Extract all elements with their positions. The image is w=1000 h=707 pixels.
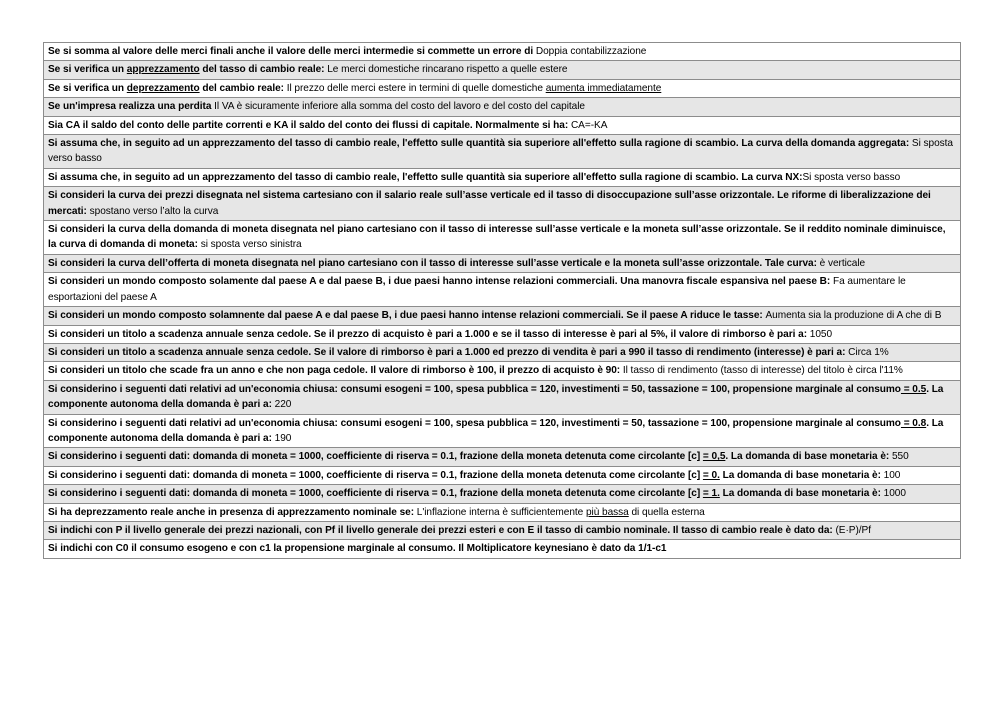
table-row (44, 503, 961, 521)
table-cell (44, 135, 961, 169)
question-text: Si ha deprezzamento reale anche in presenza di apprezzamento nominale se: (48, 506, 417, 518)
qa-table (43, 42, 961, 559)
table-row (44, 448, 961, 466)
question-text: Se si verifica un (48, 82, 127, 94)
answer-text: Circa 1% (848, 346, 889, 358)
question-text: Si indichi con P il livello generale dei prezzi nazionali, con Pf il livello generale dei prezzi esteri e con E il tasso di cambio nominale. Il tasso di cambio reale è dato da: (48, 524, 836, 536)
answer-text: Il VA è sicuramente inferiore alla somma del costo del lavoro e del costo del capitale (214, 101, 586, 113)
answer-text: Si sposta verso basso (802, 171, 901, 183)
table-row (44, 61, 961, 79)
question-text: = 0,5 (702, 451, 726, 463)
table-row (44, 521, 961, 539)
table-cell (44, 221, 961, 255)
table-row (44, 116, 961, 134)
question-text: . La componente autonoma della domanda è pari a: (48, 417, 944, 444)
table-row (44, 466, 961, 484)
answer-text: spostano verso l’alto la curva (89, 205, 219, 217)
question-text: del tasso di cambio reale: (199, 64, 328, 76)
table-row (44, 362, 961, 380)
answer-text: è verticale (819, 257, 866, 269)
answer-text: (E·P)/Pf (835, 524, 871, 536)
answer-text: L'inflazione interna è sufficientemente (416, 506, 586, 518)
table-row (44, 168, 961, 186)
table-row (44, 79, 961, 97)
question-text: deprezzamento (126, 82, 200, 94)
table-cell (44, 380, 961, 414)
question-text: Si consideri un titolo a scadenza annuale senza cedole. Se il valore di rimborso è pari a 1.000 ed prezzo di vendita è pari a 990 il tasso di rendimento (interesse) è pari a: (48, 346, 849, 358)
answer-text: 1050 (809, 328, 833, 340)
answer-text: Si sposta verso basso (48, 138, 953, 165)
question-text: = 0.5 (900, 383, 927, 395)
question-text: Si consideri un titolo che scade fra un anno e che non paga cedole. Il valore di rimborso è 100, il prezzo di acquisto è 90: (48, 365, 623, 377)
table-cell (44, 503, 961, 521)
table-row (44, 380, 961, 414)
table-cell (44, 98, 961, 116)
question-text: = 1. (702, 488, 720, 500)
table-row (44, 485, 961, 503)
table-row (44, 307, 961, 325)
question-text: Si considerino i seguenti dati: domanda di moneta = 1000, coefficiente di riserva = 0.1, frazione della moneta detenuta come circolante [c] (48, 488, 703, 500)
table-row (44, 98, 961, 116)
question-text: Si indichi con C0 il consumo esogeno e con c1 la propensione marginale al consumo. Il Moltiplicatore keynesiano è dato da 1/1-c1 (48, 543, 667, 555)
question-text: Si assuma che, in seguito ad un apprezzamento del tasso di cambio reale, l'effetto sulle quantità sia superiore all'effetto sulla ragione di scambio. La curva della domanda aggregata: (48, 138, 912, 150)
answer-text: di quella esterna (628, 506, 705, 518)
question-text: . La componente autonoma della domanda è pari a: (48, 383, 944, 411)
question-text: = 0.8 (900, 417, 927, 429)
table-row (44, 273, 961, 307)
answer-text: 190 (274, 432, 292, 444)
qa-table-body (44, 43, 961, 559)
question-text: Si considerino i seguenti dati: domanda di moneta = 1000, coefficiente di riserva = 0.1, frazione della moneta detenuta come circolante [c] (48, 451, 703, 463)
question-text: Se un'impresa realizza una perdita (48, 101, 215, 113)
table-cell (44, 116, 961, 134)
question-text: Se si verifica un (48, 64, 127, 76)
question-text: La domanda di base monetaria è: (719, 469, 884, 481)
table-cell (44, 79, 961, 97)
question-text: La domanda di base monetaria è: (719, 488, 884, 500)
answer-text: Aumenta sia la produzione di A che di B (765, 310, 942, 322)
table-row (44, 135, 961, 169)
answer-text: Il tasso di rendimento (tasso di interesse) del titolo è circa l'11% (622, 365, 903, 377)
question-text: Si consideri la curva dell’offerta di moneta disegnata nel piano cartesiano con il tasso di interesse sull’asse verticale e la moneta sull’asse orizzontale. Tale curva: (48, 257, 820, 269)
table-row (44, 221, 961, 255)
table-cell (44, 61, 961, 79)
table-cell (44, 521, 961, 539)
table-row (44, 343, 961, 361)
answer-text: si sposta verso sinistra (200, 239, 302, 251)
table-cell (44, 168, 961, 186)
table-cell (44, 43, 961, 61)
question-text: . La domanda di base monetaria è: (725, 451, 892, 463)
answer-text: CA=-KA (570, 119, 608, 131)
table-cell (44, 466, 961, 484)
table-cell (44, 343, 961, 361)
question-text: Si consideri la curva della domanda di moneta disegnata nel piano cartesiano con il tasso di interesse sull’asse verticale e la moneta sull’asse orizzontale. Se il reddito nominale diminuisce, la curva di domanda di moneta: (48, 224, 946, 251)
question-text: Se si somma al valore delle merci finali anche il valore delle merci intermedie si commette un errore di (48, 46, 536, 57)
question-text: Si consideri un mondo composto solamente dal paese A e dal paese B, i due paesi hanno intense relazioni commerciali. Una manovra fiscale espansiva nel paese B: (48, 276, 833, 288)
question-text: Si considerino i seguenti dati relativi ad un'economia chiusa: consumi esogeni = 100, spesa pubblica = 120, investimenti = 50, tassazione = 100, propensione marginale al consumo (48, 383, 901, 395)
table-cell (44, 187, 961, 221)
question-text: Sia CA il saldo del conto delle partite correnti e KA il saldo del conto dei flussi di capitale. Normalmente si ha: (48, 119, 571, 131)
question-text: Si assuma che, in seguito ad un apprezzamento del tasso di cambio reale, l'effetto sulle quantità sia superiore all'effetto sulla ragione di scambio. La curva NX: (48, 171, 803, 183)
answer-text: 100 (883, 469, 901, 481)
question-text: Si consideri un titolo a scadenza annuale senza cedole. Se il prezzo di acquisto è pari a 1.000 e se il tasso di interesse è pari al 5%, il valore di rimborso è pari a: (48, 328, 810, 340)
answer-text: Il prezzo delle merci estere in termini di quelle domestiche (286, 82, 546, 94)
question-text: Si considerino i seguenti dati: domanda di moneta = 1000, coefficiente di riserva = 0.1, frazione della moneta detenuta come circolante [c] (48, 469, 703, 481)
answer-text: 1000 (883, 488, 906, 500)
table-cell (44, 362, 961, 380)
answer-text: Fa aumentare le esportazioni del paese A (48, 276, 906, 303)
answer-text: 220 (274, 399, 292, 411)
question-text: apprezzamento (126, 64, 200, 76)
question-text: del cambio reale: (199, 82, 287, 94)
table-row (44, 43, 961, 61)
table-row (44, 325, 961, 343)
table-cell (44, 325, 961, 343)
answer-text: aumenta immediatamente (545, 82, 662, 94)
table-cell (44, 540, 961, 558)
answer-text: Le merci domestiche rincarano rispetto a quelle estere (327, 64, 568, 76)
table-cell (44, 273, 961, 307)
table-cell (44, 448, 961, 466)
question-text: Si consideri un mondo composto solamnente dal paese A e dal paese B, i due paesi hanno intense relazioni commerciali. Se il paese A riduce le tasse: (48, 310, 766, 322)
table-cell (44, 307, 961, 325)
question-text: Si consideri la curva dei prezzi disegnata nel sistema cartesiano con il salario reale sull’asse verticale ed il tasso di disoccupazione sull’asse orizzontale. Le riforme di liberalizzazione dei mercati: (48, 190, 931, 217)
answer-text: Doppia contabilizzazione (535, 46, 647, 57)
table-cell (44, 414, 961, 448)
answer-text: 550 (891, 451, 909, 463)
question-text: = 0. (702, 469, 720, 481)
table-cell (44, 485, 961, 503)
table-row (44, 187, 961, 221)
answer-text: più bassa (585, 506, 629, 518)
table-cell (44, 254, 961, 272)
table-row (44, 254, 961, 272)
table-row (44, 540, 961, 558)
question-text: Si considerino i seguenti dati relativi ad un'economia chiusa: consumi esogeni = 100, spesa pubblica = 120, investimenti = 50, tassazione = 100, propensione marginale al consumo (48, 417, 901, 429)
table-row (44, 414, 961, 448)
